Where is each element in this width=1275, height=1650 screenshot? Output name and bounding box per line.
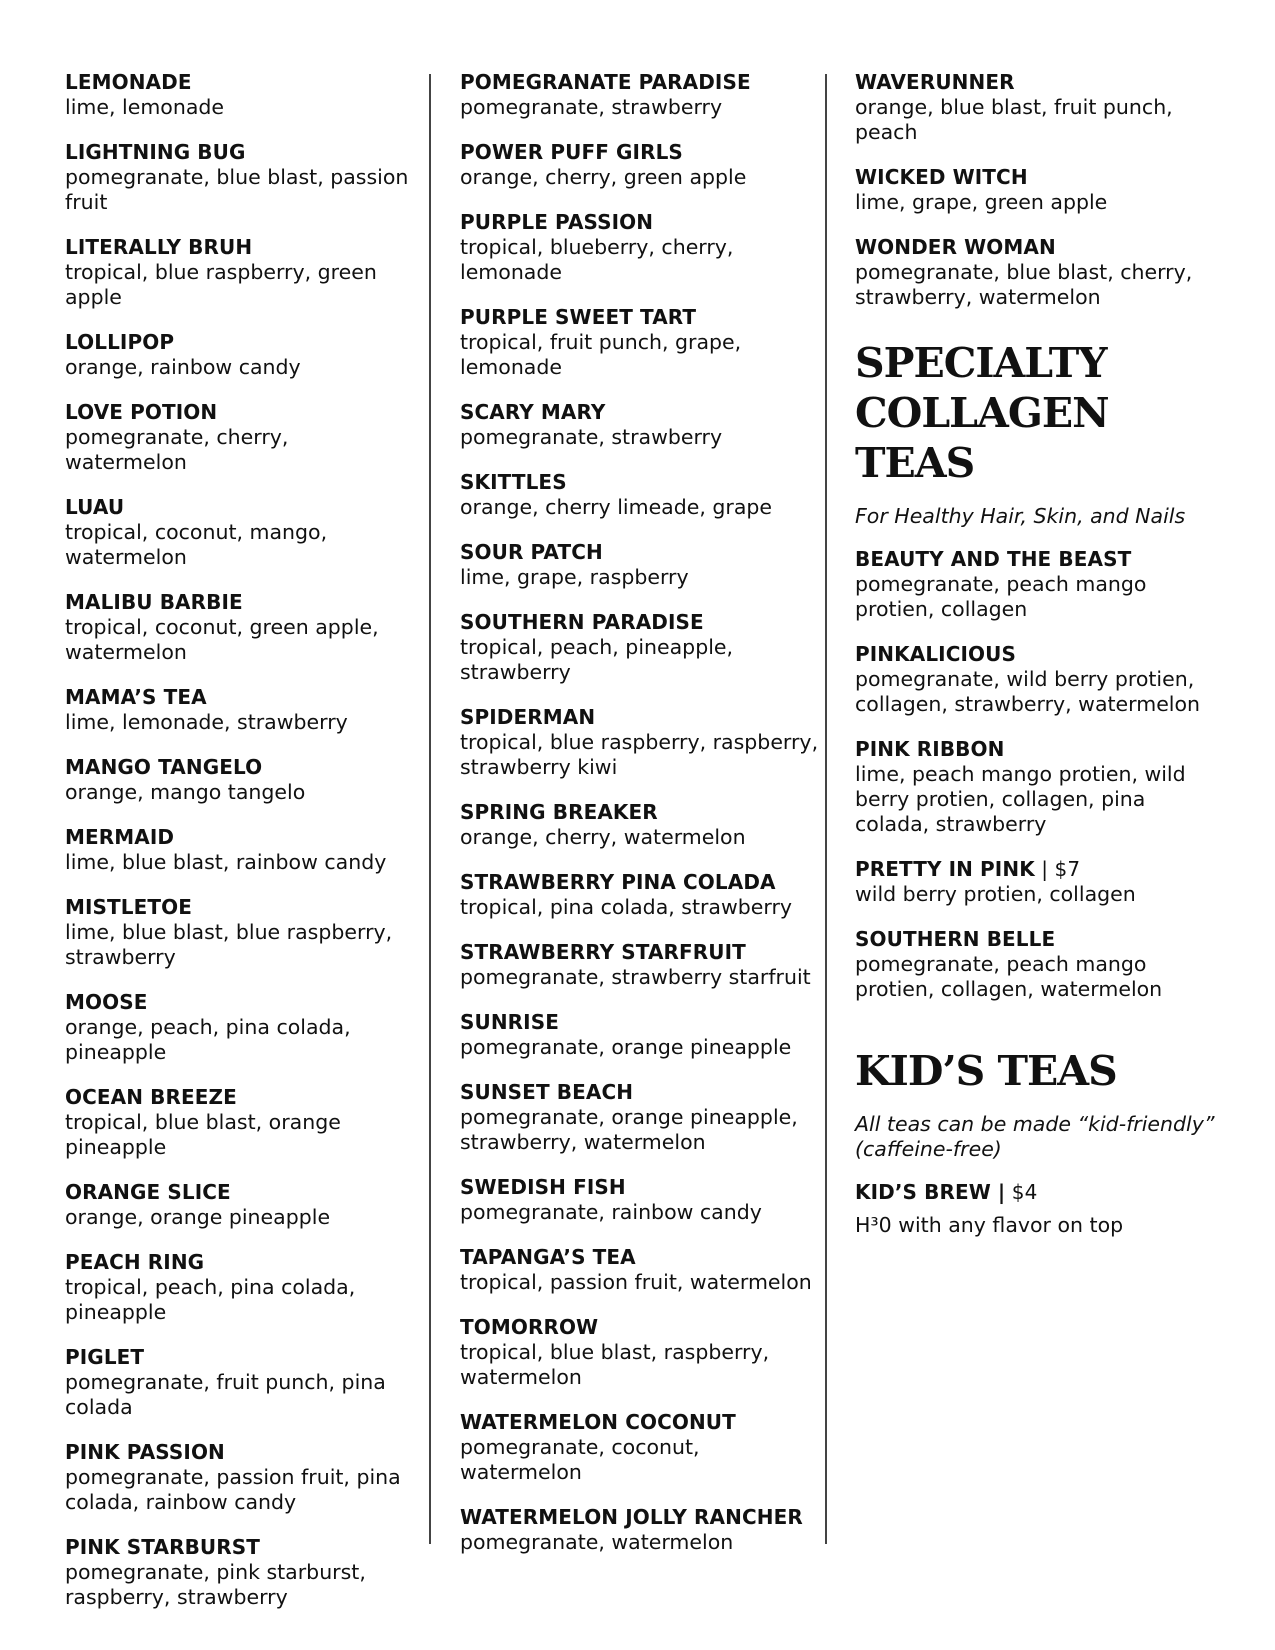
menu-item-desc: pomegranate, rainbow candy [460,1200,762,1224]
menu-item-desc: pomegranate, strawberry starfruit [460,965,811,989]
menu-item-desc: orange, cherry, watermelon [460,825,746,849]
menu-item [460,1505,820,1555]
menu-item [65,1440,415,1515]
menu-item-name [460,70,820,95]
menu-item-desc: tropical, blue blast, raspberry, watermelon [460,1340,770,1389]
menu-item-name [460,1410,820,1435]
column-divider-2 [825,74,827,1544]
menu-item [65,895,415,970]
menu-item-desc: tropical, blueberry, cherry, lemonade [460,235,734,284]
menu-item-name [65,685,415,710]
menu-item-desc: pomegranate, passion fruit, pina colada, rainbow candy [65,1465,401,1514]
menu-item-desc: lime, grape, green apple [855,190,1108,214]
menu-item-desc: pomegranate, blue blast, cherry, strawberry, watermelon [855,260,1193,309]
menu-item [65,1250,415,1325]
menu-item-desc: pomegranate, blue blast, passion fruit [65,165,409,214]
menu-item-title: MERMAID [65,825,175,849]
menu-item-desc: pomegranate, orange pineapple, strawberry, watermelon [460,1105,798,1154]
menu-item-title: SCARY MARY [460,400,606,424]
menu-item-desc: tropical, peach, pina colada, pineapple [65,1275,356,1324]
menu-item-name [855,235,1215,260]
menu-item-desc: tropical, fruit punch, grape, lemonade [460,330,742,379]
menu-item-desc: orange, orange pineapple [65,1205,331,1229]
menu-item-name [460,470,820,495]
specialty-title-line-2: COLLAGEN TEAS [855,389,1109,487]
menu-item-title: SOUTHERN BELLE [855,927,1056,951]
menu-item-title: TOMORROW [460,1315,599,1339]
menu-item-name [65,400,415,425]
menu-item-name [460,400,820,425]
menu-item-title: SOUTHERN PARADISE [460,610,704,634]
menu-item-desc: pomegranate, pink starburst, raspberry, strawberry [65,1560,366,1609]
menu-item-title: WAVERUNNER [855,70,1015,94]
menu-item-name [65,1345,415,1370]
menu-item [65,685,415,735]
menu-item-name [855,927,1215,952]
menu-item [460,1010,820,1060]
menu-item [460,705,820,780]
menu-item-title: PRETTY IN PINK [855,857,1035,881]
menu-item-title: PURPLE PASSION [460,210,654,234]
specialty-subtitle: For Healthy Hair, Skin, and Nails [855,504,1186,528]
kids-brew-price: $4 [1005,1180,1038,1204]
menu-item-name [460,1175,820,1200]
menu-item [460,70,820,120]
menu-item [855,547,1215,622]
menu-item-price: | $7 [1034,857,1081,881]
menu-item-name [460,705,820,730]
menu-item-title: OCEAN BREEZE [65,1085,237,1109]
menu-item-title: SWEDISH FISH [460,1175,626,1199]
menu-item-desc: pomegranate, strawberry [460,425,723,449]
menu-item-name [460,940,820,965]
kids-section-title: KID’S TEAS [855,1047,1117,1095]
menu-item [460,1410,820,1485]
menu-item-desc: orange, rainbow candy [65,355,301,379]
menu-item-desc: pomegranate, peach mango protien, collagen, watermelon [855,952,1163,1001]
menu-item [855,235,1215,310]
menu-item-name [460,1010,820,1035]
menu-item-name [460,1245,820,1270]
menu-item [460,1080,820,1155]
menu-item [460,870,820,920]
menu-item-desc: tropical, coconut, green apple, watermelon [65,615,379,664]
menu-item-title: POMEGRANATE PARADISE [460,70,751,94]
menu-item-name [65,825,415,850]
kids-subtitle-line-2: (caffeine-free) [855,1137,1002,1161]
menu-item [855,642,1215,717]
menu-item-name [855,165,1215,190]
menu-item-title: SPIDERMAN [460,705,596,729]
menu-item-title: MALIBU BARBIE [65,590,243,614]
menu-item-name [460,210,820,235]
menu-item [855,70,1215,145]
menu-item [65,400,415,475]
menu-item-name [855,642,1215,667]
menu-item [65,1345,415,1420]
menu-item [460,1175,820,1225]
kids-brew-desc: H³0 with any flavor on top [855,1213,1124,1237]
menu-item-name [855,737,1215,762]
menu-item-title: SUNRISE [460,1010,559,1034]
menu-item-desc: orange, cherry, green apple [460,165,747,189]
menu-item-desc: pomegranate, watermelon [460,1530,734,1554]
menu-item-title: STRAWBERRY STARFRUIT [460,940,746,964]
menu-item-title: SOUR PATCH [460,540,603,564]
menu-item-title: MAMA’S TEA [65,685,207,709]
menu-item-title: POWER PUFF GIRLS [460,140,683,164]
menu-item-desc: tropical, blue raspberry, green apple [65,260,377,309]
menu-item-desc: wild berry protien, collagen [855,882,1136,906]
menu-item-title: PINKALICIOUS [855,642,1016,666]
menu-item-desc: pomegranate, wild berry protien, collagen, strawberry, watermelon [855,667,1201,716]
specialty-section [855,338,1215,1002]
menu-item-name [65,140,415,165]
specialty-section-title [855,338,1215,488]
menu-item-name [460,800,820,825]
menu-item-name [65,1535,415,1560]
menu-item [65,1085,415,1160]
menu-item-name [460,1505,820,1530]
menu-item-desc: pomegranate, fruit punch, pina colada [65,1370,386,1419]
menu-item-name [65,1085,415,1110]
menu-column-1 [65,70,415,1630]
menu-item-title: LIGHTNING BUG [65,140,246,164]
column-divider-1 [429,74,431,1544]
menu-item-desc: tropical, blue raspberry, raspberry, strawberry kiwi [460,730,819,779]
menu-item-desc: tropical, coconut, mango, watermelon [65,520,328,569]
menu-item-title: PURPLE SWEET TART [460,305,697,329]
menu-item-desc: lime, blue blast, rainbow candy [65,850,387,874]
menu-item-title: MISTLETOE [65,895,193,919]
menu-item [65,990,415,1065]
menu-item-name [460,140,820,165]
kids-subtitle-line-1: All teas can be made “kid-friendly” [855,1112,1215,1136]
menu-item-title: WATERMELON JOLLY RANCHER [460,1505,803,1529]
menu-item-name [460,610,820,635]
menu-item [65,755,415,805]
menu-item [460,470,820,520]
menu-item [65,495,415,570]
menu-item-desc: pomegranate, cherry, watermelon [65,425,289,474]
menu-item-desc: tropical, pina colada, strawberry [460,895,793,919]
menu-item-name [65,235,415,260]
menu-item-desc: lime, blue blast, blue raspberry, strawberry [65,920,393,969]
menu-item [65,70,415,120]
menu-item-title: PINK RIBBON [855,737,1005,761]
menu-item-name [855,1180,1215,1205]
kids-brew-item [855,1180,1215,1238]
menu-item-name [65,70,415,95]
menu-column-3 [855,70,1215,1258]
menu-item-desc: pomegranate, orange pineapple [460,1035,792,1059]
menu-item-name [460,870,820,895]
menu-item-desc: tropical, peach, pineapple, strawberry [460,635,734,684]
menu-item-desc: pomegranate, strawberry [460,95,723,119]
menu-item-desc: lime, lemonade, strawberry [65,710,348,734]
menu-item-desc: orange, mango tangelo [65,780,306,804]
menu-item-name [65,895,415,920]
menu-item [460,1245,820,1295]
menu-item-title: LUAU [65,495,125,519]
menu-item-name [65,590,415,615]
menu-item-desc: tropical, blue blast, orange pineapple [65,1110,341,1159]
menu-item [65,1535,415,1610]
menu-item-title: SKITTLES [460,470,567,494]
kids-section [855,1046,1215,1238]
menu-item [855,165,1215,215]
menu-item [460,140,820,190]
menu-item-title: MOOSE [65,990,148,1014]
menu-item-desc: pomegranate, peach mango protien, collagen [855,572,1147,621]
menu-column-2 [460,70,820,1575]
menu-item-title: WONDER WOMAN [855,235,1056,259]
menu-item-title: PINK STARBURST [65,1535,261,1559]
menu-item-title: BEAUTY AND THE BEAST [855,547,1132,571]
menu-item-desc: orange, blue blast, fruit punch, peach [855,95,1173,144]
menu-item-title: LEMONADE [65,70,192,94]
specialty-title-line-1: SPECIALTY [855,339,1107,387]
menu-item-title: STRAWBERRY PINA COLADA [460,870,776,894]
menu-item-title: TAPANGA’S TEA [460,1245,636,1269]
menu-item-desc: lime, peach mango protien, wild berry protien, collagen, pina colada, strawberry [855,762,1186,836]
menu-item-title: PIGLET [65,1345,145,1369]
menu-item [460,800,820,850]
menu-item [460,610,820,685]
menu-item [855,927,1215,1002]
menu-item-title: LOVE POTION [65,400,218,424]
specialty-items [855,547,1215,1002]
menu-item-name [460,1315,820,1340]
menu-item-name [65,1250,415,1275]
menu-item [65,330,415,380]
menu-item [460,305,820,380]
kids-brew-name: KID’S BREW | [855,1180,1006,1204]
menu-item [460,540,820,590]
menu-item-name [65,330,415,355]
menu-item-desc: orange, cherry limeade, grape [460,495,773,519]
menu-item [65,825,415,875]
menu-item-name [855,547,1215,572]
menu-item [460,210,820,285]
menu-item-title: ORANGE SLICE [65,1180,231,1204]
menu-item [65,1180,415,1230]
menu-item [855,737,1215,837]
menu-item-title: LITERALLY BRUH [65,235,253,259]
menu-item [65,140,415,215]
menu-item-title: MANGO TANGELO [65,755,263,779]
kids-subtitle [855,1112,1215,1162]
menu-item-name [65,755,415,780]
menu-item-name [65,1440,415,1465]
menu-item-title: SUNSET BEACH [460,1080,634,1104]
menu-item-title: PINK PASSION [65,1440,225,1464]
menu-item-name [855,857,1215,882]
menu-item-title: LOLLIPOP [65,330,175,354]
menu-item-title: PEACH RING [65,1250,205,1274]
menu-item [855,857,1215,907]
menu-item-desc: orange, peach, pina colada, pineapple [65,1015,351,1064]
menu-item-name [460,305,820,330]
menu-item-name [855,70,1215,95]
menu-item-name [65,495,415,520]
menu-item-title: WATERMELON COCONUT [460,1410,736,1434]
menu-item-title: WICKED WITCH [855,165,1028,189]
menu-item-desc: lime, grape, raspberry [460,565,689,589]
menu-item-name [65,1180,415,1205]
menu-item-desc: pomegranate, coconut, watermelon [460,1435,700,1484]
menu-item-name [460,1080,820,1105]
menu-item [460,400,820,450]
menu-item-title: SPRING BREAKER [460,800,658,824]
menu-item [65,235,415,310]
menu-item [460,1315,820,1390]
menu-item [460,940,820,990]
menu-item [65,590,415,665]
menu-item-name [460,540,820,565]
menu-item-name [65,990,415,1015]
menu-item-desc: tropical, passion fruit, watermelon [460,1270,812,1294]
menu-item-desc: lime, lemonade [65,95,225,119]
menu-column-3-items [855,70,1215,310]
